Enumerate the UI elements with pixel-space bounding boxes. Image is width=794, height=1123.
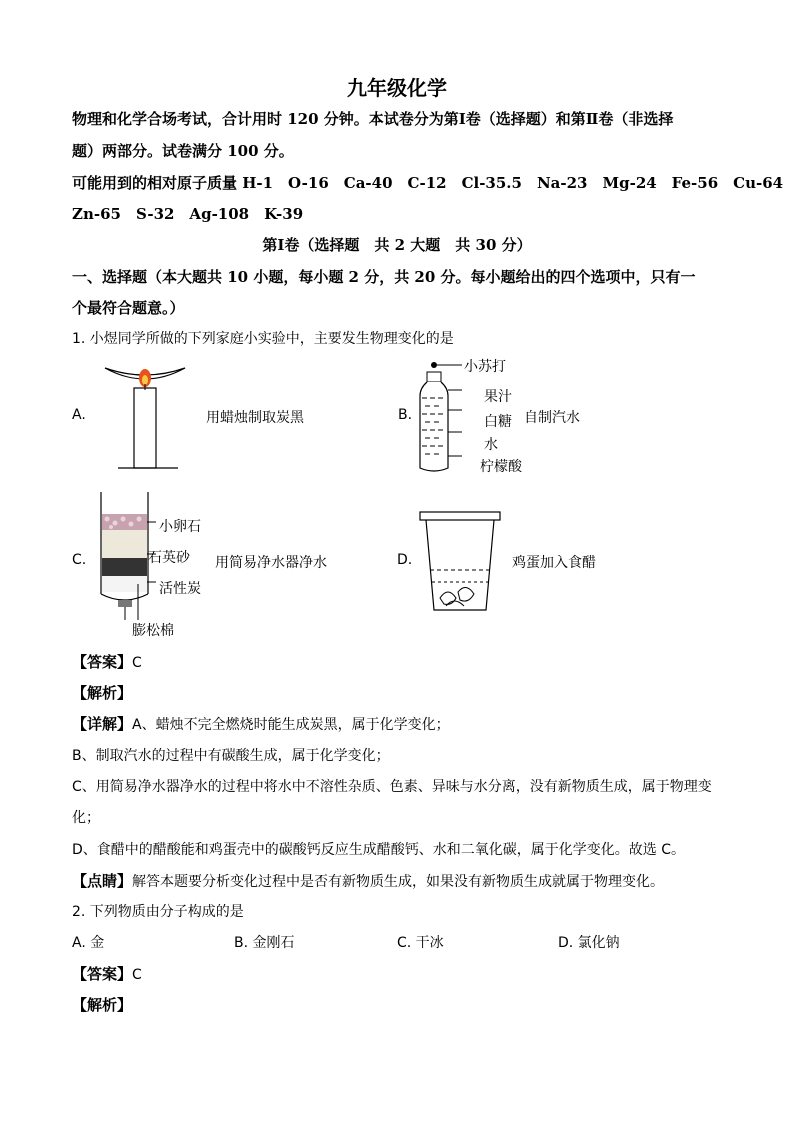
label-cotton: 膨松棉	[132, 623, 174, 639]
atomic-mass-line-2: Zn-65 S-32 Ag-108 K-39	[72, 205, 304, 223]
label-pebbles: 小卵石	[159, 519, 201, 535]
part-title: 第Ⅰ卷（选择题 共 2 大题 共 30 分）	[262, 236, 532, 254]
q1-answer	[72, 651, 142, 672]
option-b-letter: B.	[398, 407, 413, 423]
tip-text: 解答本题要分析变化过程中是否有新物质生成，如果没有新物质生成就属于物理变化。	[132, 874, 665, 890]
page-title: 九年级化学	[347, 76, 447, 100]
section-heading-line-2: 个最符合题意。）	[72, 299, 185, 317]
option-c-letter: C.	[72, 552, 87, 568]
option-d-text: 鸡蛋加入食醋	[512, 555, 596, 571]
bottle-liquid-dashes	[420, 396, 448, 466]
answer-tag: 【答案】	[72, 653, 133, 671]
q1-detail-d: D、食醋中的醋酸能和鸡蛋壳中的碳酸钙反应生成醋酸钙、水和二氧化碳，属于化学变化。故选 C。	[72, 842, 686, 858]
q1-detail-a	[72, 713, 450, 734]
atomic-mass-line-1: 可能用到的相对原子质量 H-1 O-16 Ca-40 C-12 Cl-35.5 Na-23 Mg-24 Fe-56 Cu-64	[72, 174, 784, 192]
answer-value: C	[132, 967, 142, 983]
question-1-stem: 1. 小煜同学所做的下列家庭小实验中，主要发生物理变化的是	[72, 331, 454, 347]
option-a-letter: A.	[72, 407, 86, 423]
label-baking-soda: 小苏打	[464, 359, 506, 375]
q1-tip	[72, 870, 664, 891]
answer-tag: 【答案】	[72, 965, 133, 983]
q2-option-c: C. 干冰	[397, 935, 444, 951]
q2-analysis-tag: 【解析】	[72, 996, 133, 1014]
detail-tag: 【详解】	[72, 715, 133, 733]
tip-tag: 【点睛】	[72, 872, 133, 890]
q1-analysis-tag: 【解析】	[72, 684, 133, 702]
intro-line-2: 题）两部分。试卷满分 100 分。	[72, 142, 294, 160]
q2-option-d: D. 氯化钠	[558, 935, 620, 951]
label-activated-carbon: 活性炭	[159, 581, 201, 597]
answer-value: C	[132, 655, 142, 671]
egg-vinegar-cup-figure	[418, 510, 504, 616]
label-sugar: 白糖	[484, 414, 512, 430]
q1-detail-b: B、制取汽水的过程中有碳酸生成，属于化学变化；	[72, 748, 390, 764]
label-water: 水	[484, 437, 498, 453]
q2-option-a: A. 金	[72, 935, 105, 951]
candle-dish-figure	[100, 360, 190, 472]
q2-answer	[72, 963, 142, 984]
label-quartz-sand: 石英砂	[148, 550, 190, 566]
section-heading-line-1: 一、选择题（本大题共 10 小题，每小题 2 分，共 20 分。每小题给出的四个选项中，只有一	[72, 268, 696, 286]
option-b-text: 自制汽水	[524, 410, 580, 426]
option-d-letter: D.	[397, 552, 413, 568]
q1-detail-c-line-2: 化；	[72, 810, 100, 826]
question-2-stem: 2. 下列物质由分子构成的是	[72, 904, 244, 920]
q2-option-b: B. 金刚石	[234, 935, 295, 951]
q1-detail-c-line-1: C、用简易净水器净水的过程中将水中不溶性杂质、色素、异味与水分离，没有新物质生成，属于物理变	[72, 779, 712, 795]
option-a-text: 用蜡烛制取炭黑	[206, 410, 304, 426]
label-citric-acid: 柠檬酸	[480, 459, 522, 475]
detail-a-text: A、蜡烛不完全燃烧时能生成炭黑，属于化学变化；	[132, 717, 450, 733]
option-c-text: 用简易净水器净水	[215, 555, 327, 571]
intro-line-1: 物理和化学合场考试，合计用时 120 分钟。本试卷分为第Ⅰ卷（选择题）和第Ⅱ卷（非选择	[72, 110, 674, 128]
label-juice: 果汁	[484, 389, 512, 405]
